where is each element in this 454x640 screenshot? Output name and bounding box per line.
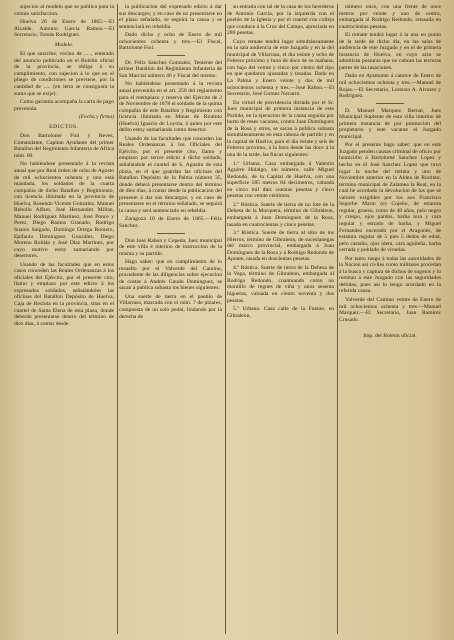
paragraph: Usando de las facultades que conceden las Reales Ordenanzas á los Oficiales del Ejército, por el presente cito, llamo y emplazo por tercer edicto á dicho soldado, señalándole el cuartel de S. Agustin de esta plaza, en el que guardan las oficinas del Batallon Depósito de la Palma número 35, donde deberá presentarse dentro del término de diez dias, á contar desde la publicacion del presente á dar sus descargos; y en caso de presentarse en el término señalado, se seguirá la causa y será sentenciado en rebeldia.: [119, 135, 222, 214]
paragraph: Zaragoza 10 de Enero de 1865.—Félix Sanchez.: [119, 216, 222, 229]
paragraph: 5.º Urbana. Casa calle de la Fuente, en Gibraleon,: [227, 306, 334, 319]
section-heading: Modelo.: [54, 41, 74, 48]
paragraph: Valverde del Camino veinte de Enero de mil ochocientos ochenta y tres.—Manuel Marquez.—El Secretario, Juan Ramirez Crusado.: [339, 296, 441, 323]
paragraph: Por el presente hago saber: que en este Juzgado penden causas criminal de oficio por homicidio á Bartolomé Sanchez Lopez y hecho en él José Sanchez Lopez que tuvo lugar la noche del treinta y uno de Noviembre anterior en la Aldea de Riotinto, término municipal de Zalamea la Real, en la cual he acordado la devolucion de los que se valores exigibles por los aos Francisco Segorbe Marin (e) Cojeño, de estatura regular, grueso, como de 40 años, pelo negro y crespo, ojos pardos, barba lora y cara regular y estrado de barba, y Miguel Fernandez encerado por el Aragonés, de estatura regular de 5 pies 5 dedos de edad, pelo castaño, ojos idem, cara aguileña, barba cerrada y poblado de viruelas.: [339, 142, 441, 254]
paragraph: No habiéndose presentado á la revista anual prevenida en el art. 250 del reglamento para el reemplazo y reserva del Ejército de 2 de Noviembre de 1878 el soldado de la quinta compañia de este Batallon y Regimiento con licencia ilimitada en Minas de Riotinto (Huelva) Ignacio de Loyola, á quien por este delito estoy sumariando como desertor.: [119, 81, 222, 134]
column-divider: [117, 4, 118, 634]
column-divider: [225, 4, 226, 634]
paragraph: sujecion al modelo que se publica para la comun satisfaccion.: [14, 4, 114, 17]
paragraph: No habiéndose presentado á la revista anual que por Real órden de ocho de Agosto de mil ochocientos ochenta y uno está mandada, los soldados de la cuarta compañia de dicho Batallon y Regimiento, con licencia ilimitada en la provincia de Huelva, Rosendo Vicente Gonzalez, Manuel Rebollo Alfaro, José Hernandez Millan, Manuel Rodriguez Martinez, José Ponce y Perez, Diego Ramos Granado, Rodrigo Suarez Salgado, Domingo Ortega Romero, Epifanio Dominguez González, Diego Moreno Roldán y José Diaz Martinez, por cuyo motivo estoy sumariando por desertores.: [14, 161, 114, 260]
paragraph: número once, con una frente de once metros por veinte y uno de centro, embargada al Rodrigo Redondo, retasada en cuatrocientas pesetas.: [339, 4, 441, 30]
paragraph: 3.º Rústica. Suerte de tierra al sitio de los Hierros, término de Gibraleon, de suceslanegas del marco provincial, embargada á Juan Domínguez de la Rosa y á Rodrigo Redondo de Aponte, tasada en doscientas pesetas.: [227, 230, 334, 263]
column-divider: [337, 4, 338, 634]
column-1: [14, 4, 114, 636]
paragraph: El remate tendrá lugar á la una en punto de la tarde de dicho dia, en las salas de audiencia de este Juzgado y en el de primera instancia de Huelva, en cuyo acto se admitirán posturas que no cubran las terceras partes de las tasaciones.: [339, 32, 441, 71]
section-heading: EDICTOS.: [49, 123, 79, 130]
paragraph: Una suerte de tierra en el pueblo de Villarrasa, marcada con el núm. 7 de pinares, compuesta de un solo pedal, lindando por la derecha de: [119, 293, 222, 320]
paragraph: Usando de las facultades que en estos casos conceden las Reales Ordenanzas á los oficiales del Ejército, por el presente cito, llamo y emplazo por este edicto á los expresados soldados, señalándoles las oficinas del Batallon Depósito de Huelva, Caja de Recluta en la provincia, sitas en el cuartel de Santa Elena de esta plaza, donde deberán presentarse dentro del término de diez dias, á contar desde: [14, 261, 114, 327]
paragraph: D. Manuel Marquez Bernal, Juez Municipal Suplente de esta villa interino de primera instancia de por promocion del propietario y este vacante el Juzgado municipal.: [339, 107, 441, 140]
section-separator: [157, 233, 185, 234]
paragraph: Don José Rabon y Cepeda, Juez municipal de este villa é interino de instruccion de la misma y su partido.: [119, 237, 222, 257]
paragraph: Como garantía acompaña la carta de pago prevenida.: [14, 99, 114, 112]
paragraph: 2.º Rústica. Suerte de tierra de no lote de la Dehesa de la Morquera, término de Gibraleon, embargada á Juan Domínguez de la Rosa, tasada en cuatrocientas y cinco pesetas.: [227, 201, 334, 228]
paragraph: Dado en Ayamonte á catorce de Enero de mil ochocientos ochenta y tres.—Manuel de Rojas.—El Secretario, Lorenzo A. Alvarez y Rodriguez.: [339, 73, 441, 100]
column-4: [339, 4, 441, 636]
paragraph: El que suscribe, vecino de ....., enterado del anuncio publicado en el Boletin oficial de la provincia, se obliga á su cumplimiento, con sujecion á lo que en el pliego de condiciones se previene, por la cantidad de ..... (en letra se consignará la suma que se exije).: [14, 51, 114, 97]
column-3: [227, 4, 334, 636]
section-separator: [376, 103, 404, 104]
paragraph: Hago saber: que en cumplimiento de lo resuelto por el Valverde del Camino, procedente de las diligencias sobre ejecucion de costas á Andrés Gaudo Dominguez, se sacan á publica subasta los bienes siguientes:: [119, 259, 222, 292]
paragraph: 1.º Urbana. Casa embargada á Valentin Aguirre Hidalgo, sin número, calle Miguel Redondo, de la Capital de Huelva, con una superficie 185 metros 84 decimetros, valuada en cinco mil diez cuentas pesetas y cinco pesetas con veinte céntimos.: [227, 160, 334, 200]
paragraph: 4.º Rústica. Suerte de tierra de la Dehesa de la Vega, término de Gibraleon, embargada al Rodrigo Redondo, cuantuando como un montillo de regues de viña y unos sesenta higueras, valuada en ciento noventa y dos pesetas.: [227, 264, 334, 304]
paragraph: Huelva 26 de Enero de 1865.—El Alcalde, Antonio Garcia Ramos.—El Secretario, Tomás Rodriguez.: [14, 19, 114, 39]
paragraph: En virtud de providencia dictada por el Sr. Juez municipal de primera instancia de este Partido, en la ejecucion de la causa seguida por hurto de reses vacunas, contra Juan Domínguez de la Rosa y otros, se sacan á publica subasta simultáneamente en esta cabeza de partido y en la capital de Huelva, para el dia veinte y seis de Febrero próximo, á la hora desde las doce á la una de la tarde, las fincas siguientes:: [227, 99, 334, 159]
section-separator: [157, 55, 185, 56]
column-2: [119, 4, 222, 636]
paragraph: Dado dicho y ocho de Enero de mil ochocientos ochenta y tres.—El Fiscal, Bartolomé Fiol.: [119, 32, 222, 52]
paragraph: Don Bartolomé Fiol y Reves, Comandante, Capitan Ayudante del primer Batallon del Regimiento Infanteria de Africa núm. 60.: [14, 133, 114, 159]
signature-line: (Fecha y firma): [78, 114, 114, 121]
printer-imprint: Imp. del Boletin oficial.: [363, 333, 417, 340]
paragraph: Por tanto ruego á todas las autoridades de la Nacion así civiles como militares procedan á la busca y captura de dichos de sugetos y lo remitan á este Juzgado con las seguridades debidas, pues así lo tengo acordado en la referida causa.: [339, 255, 441, 295]
paragraph: Dr. Félix Sanchez Gonzalez, Teniente del primer Batallon del Regimiento Infanteria de San Marcial número 46 y Fiscal del mismo.: [119, 59, 222, 79]
paragraph: Cuyo remate tendrá lugar simultáneamente en la sala audiencia de este Juzgado y en la del municipal de Villarrasa, el dia veinte y ocho de Febrero próximo y hora de doce de su mañana, con bajo del veinte y cinco por ciento del tipo en que quedaron ajustadas y tasadas. Dado en La Palma y Enero veinte y dos de mil ochocientos ochenta y tres.—José Rabon.—El Secretario, José Gomez Navarro.: [227, 38, 334, 98]
paragraph: su entrada con tal de la casa de los herederos de Antonio Garcia, por la izquierda con el pueblo de la Iglesia y por el cuartel con colleja que conduce á la Cruz del Campo, apreciada en 280 pesetas.: [227, 4, 334, 37]
paragraph: la publicacion del expresado edicto á dar sus descargos; y en caso de no presentarse en el plazo señalado, se seguirá la causa y se sentenciará en rebeldia.: [119, 4, 222, 30]
